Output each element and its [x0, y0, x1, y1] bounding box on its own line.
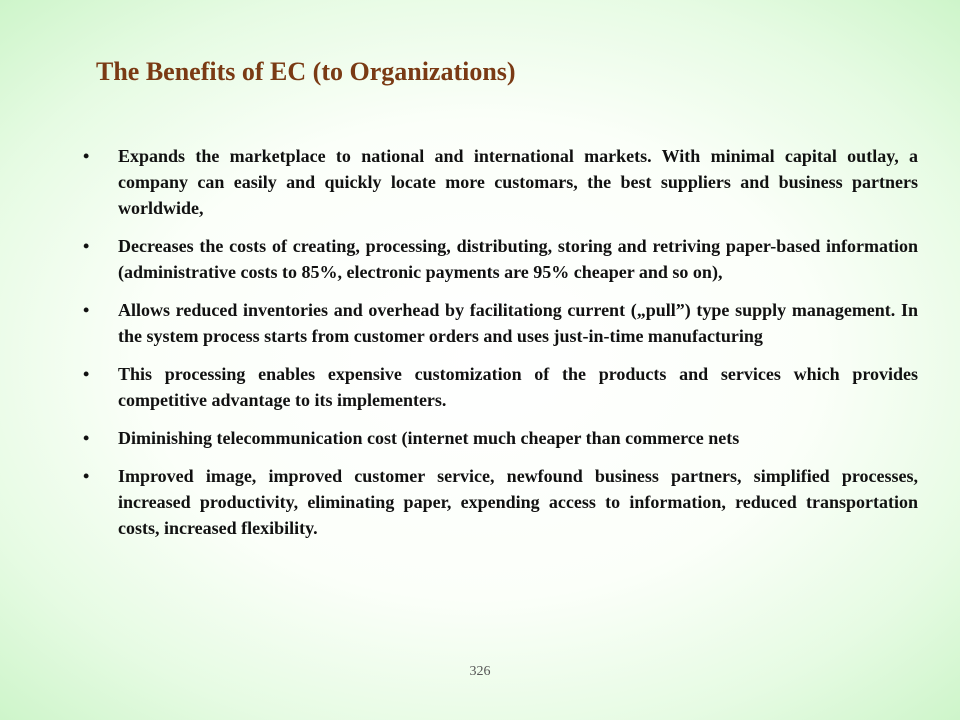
bullet-item [82, 425, 918, 451]
bullet-text: This processing enables expensive customization of the products and services which provides competitive advantage to its implementers. [118, 364, 918, 410]
page-number: 326 [469, 664, 491, 679]
bullet-item [82, 297, 918, 349]
bullet-icon: • [83, 364, 90, 384]
bullet-item [82, 233, 918, 285]
bullet-item [82, 143, 918, 221]
bullet-icon: • [83, 428, 90, 448]
bullet-icon: • [83, 466, 90, 486]
bullet-list [82, 143, 918, 553]
bullet-icon: • [83, 146, 90, 166]
bullet-icon: • [83, 236, 90, 256]
bullet-text: Expands the marketplace to national and international markets. With minimal capital outlay, a company can easily and quickly locate more customars, the best suppliers and business partners worldwide, [118, 146, 918, 218]
bullet-text: Allows reduced inventories and overhead by facilitationg current („pull”) type supply management. In the system process starts from customer orders and uses just-in-time manufacturing [118, 300, 918, 346]
slide-title: The Benefits of EC (to Organizations) [96, 57, 516, 86]
bullet-icon: • [83, 300, 90, 320]
bullet-item [82, 361, 918, 413]
bullet-text: Diminishing telecommunication cost (internet much cheaper than commerce nets [118, 428, 740, 448]
bullet-item [82, 463, 918, 541]
bullet-text: Decreases the costs of creating, processing, distributing, storing and retriving paper-based information (administrative costs to 85%, electronic payments are 95% cheaper and so on), [118, 236, 918, 282]
bullet-text: Improved image, improved customer service, newfound business partners, simplified processes, increased productivity, eliminating paper, expending access to information, reduced transportation costs, increased flexibility. [118, 466, 918, 538]
